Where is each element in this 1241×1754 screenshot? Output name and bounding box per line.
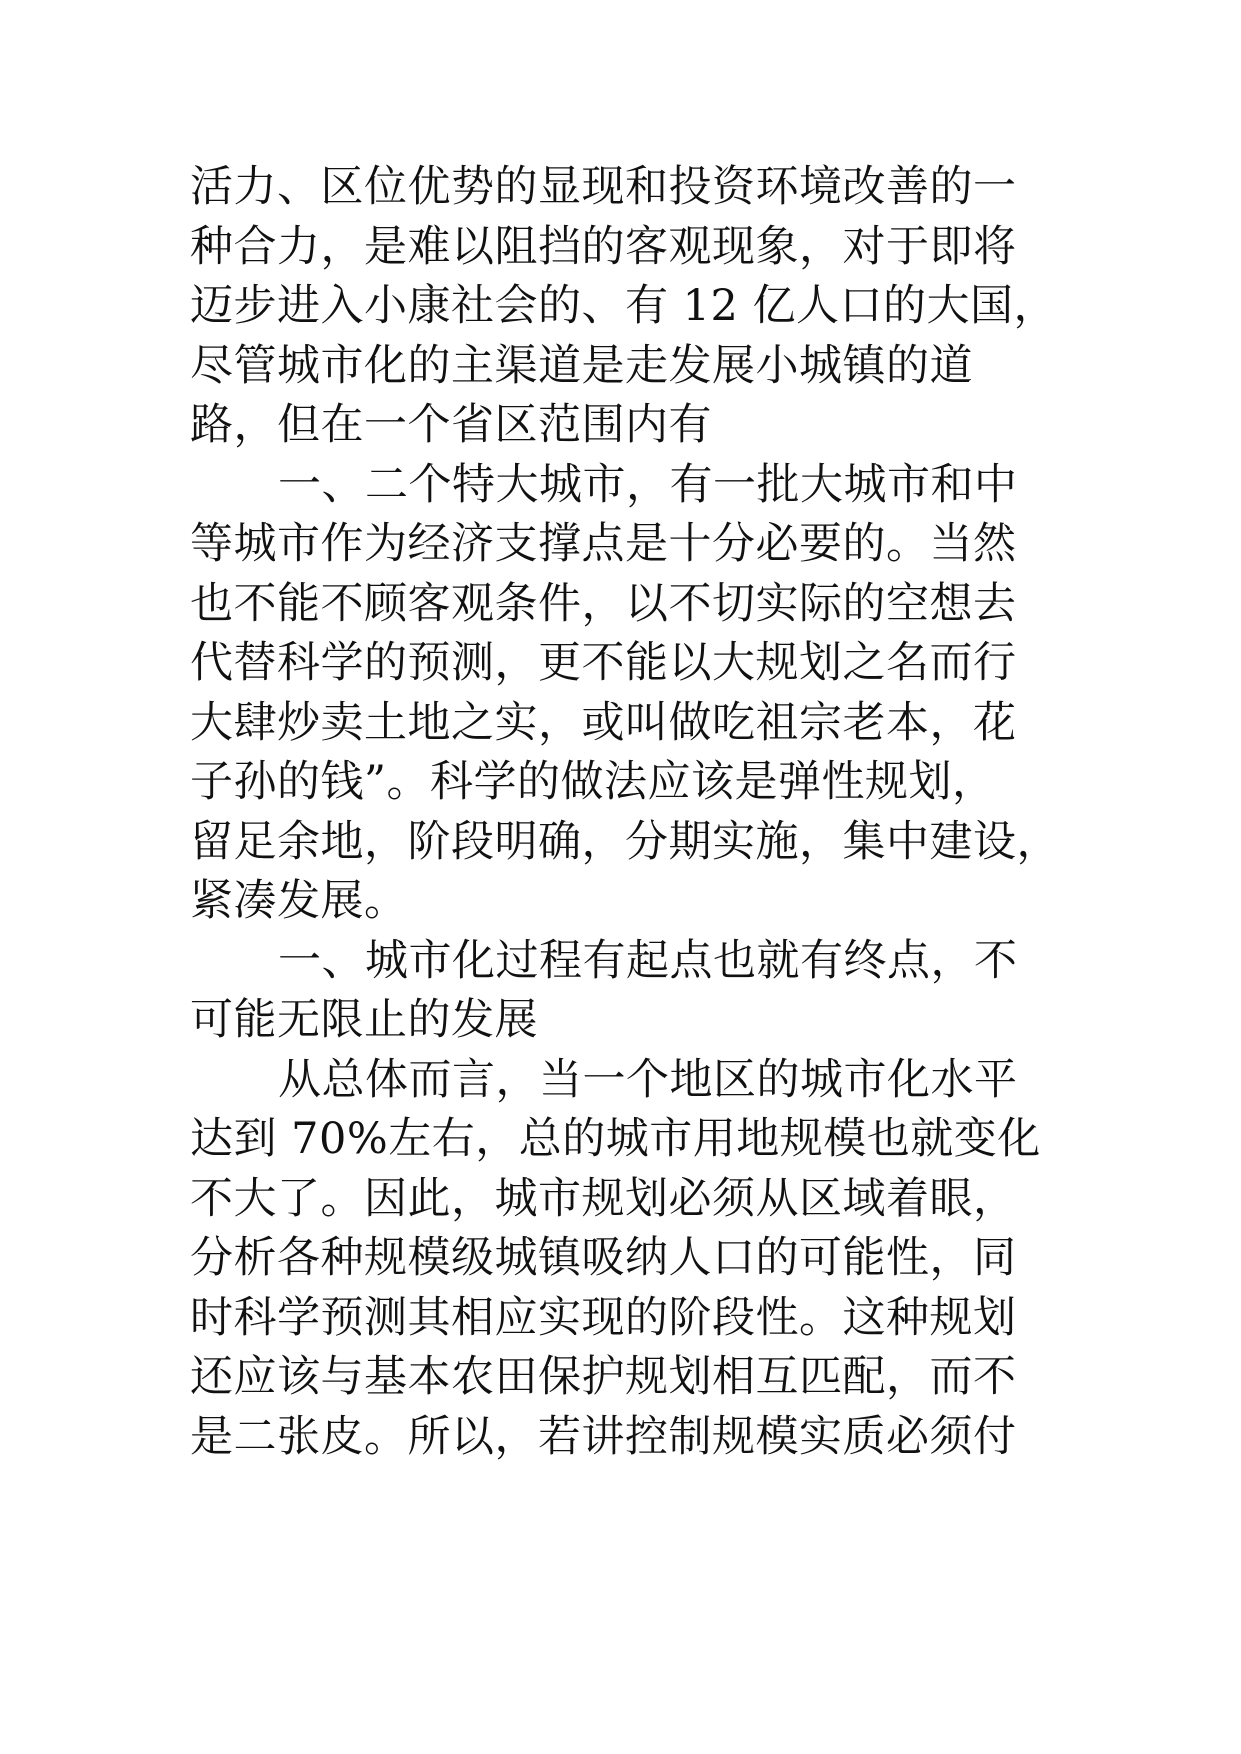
text-line: 从总体而言，当一个地区的城市化水平 [278, 1054, 1018, 1105]
text-line: 活力、区位优势的显现和投资环境改善的一 [190, 162, 1017, 212]
text-line: 还应该与基本农田保护规划相互匹配，而不 [190, 1352, 1017, 1402]
text-line: 等城市作为经济支撑点是十分必要的。当然 [190, 519, 1017, 569]
text-line: 尽管城市化的主渠道是走发展小城镇的道 [190, 340, 973, 391]
text-line: 时科学预测其相应实现的阶段性。这种规划 [190, 1292, 1017, 1343]
text-line: 紧凑发展。 [190, 876, 408, 926]
text-line: 是二张皮。所以，若讲控制规模实质必须付 [190, 1411, 1017, 1462]
text-line: 也不能不顾客观条件，以不切实际的空想去 [190, 578, 1017, 629]
text-line: 大肆炒卖土地之实，或叫做吃祖宗老本，花 [190, 697, 1017, 748]
text-line: 一、城市化过程有起点也就有终点，不 [278, 935, 1018, 986]
text-line: 不大了。因此，城市规划必须从区域着眼， [190, 1173, 1017, 1224]
text-line: 种合力，是难以阻挡的客观现象，对于即将 [190, 221, 1017, 272]
text-line: 分析各种规模级城镇吸纳人口的可能性，同 [190, 1233, 1017, 1283]
text-line: 迈步进入小康社会的、有 12 亿人口的大国， [190, 281, 1058, 331]
text-line: 达到 70%左右，总的城市用地规模也就变化 [190, 1114, 1041, 1164]
text-line: 可能无限止的发展 [190, 995, 538, 1045]
text-line: 路，但在一个省区范围内有 [190, 400, 712, 450]
text-line: 一、二个特大城市，有一批大城市和中 [278, 459, 1018, 510]
text-line: 留足余地，阶段明确，分期实施，集中建设， [190, 816, 1060, 867]
text-line: 子孙的钱”。科学的做法应该是弹性规划， [190, 757, 996, 807]
document-body [190, 158, 1060, 1467]
text-line: 代替科学的预测，更不能以大规划之名而行 [190, 638, 1017, 688]
